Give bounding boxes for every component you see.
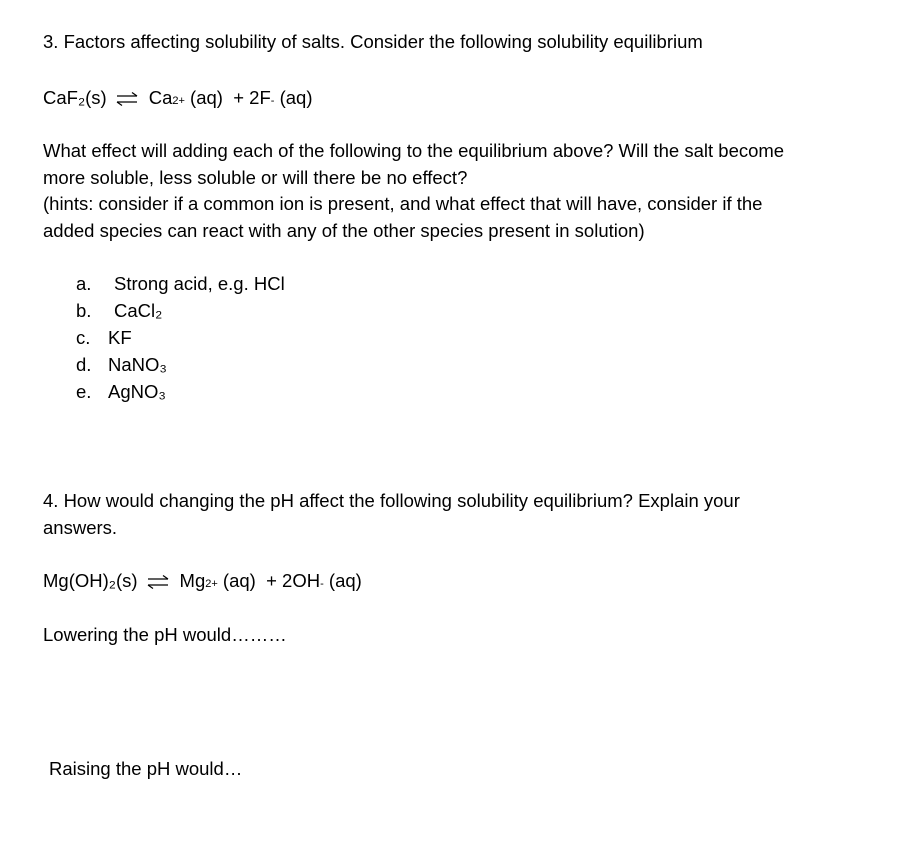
list-text: KF bbox=[108, 327, 132, 348]
equation-cation-state: (aq) bbox=[190, 87, 223, 108]
question-3-text bbox=[43, 138, 883, 244]
list-text: NaNO₃ bbox=[108, 354, 167, 375]
hint-line-1: (hints: consider if a common ion is present, and what effect that will have, consider if the bbox=[43, 193, 763, 214]
lowering-ph-prompt: Lowering the pH would……… bbox=[43, 624, 287, 645]
equation-anion-state: (aq) bbox=[279, 87, 313, 108]
list-letter: a. bbox=[76, 273, 92, 294]
equation-cation-charge: 2+ bbox=[172, 95, 185, 107]
equation-cation-state: (aq) bbox=[222, 570, 256, 591]
equation-anion-charge: - bbox=[320, 578, 324, 590]
equation-reactant: CaF₂(s) bbox=[43, 87, 107, 108]
equation-cation: Mg bbox=[179, 570, 206, 591]
equation-anion: + 2OH bbox=[266, 570, 321, 591]
equation-reactant: Mg(OH)₂(s) bbox=[43, 570, 138, 591]
equation-anion-charge: - bbox=[270, 95, 275, 107]
list-text: AgNO₃ bbox=[108, 381, 166, 402]
raising-ph-prompt: Raising the pH would… bbox=[49, 758, 243, 779]
question-3-line-2: more soluble, less soluble or will there be no effect? bbox=[43, 166, 468, 188]
list-item-d bbox=[76, 354, 167, 376]
list-letter: e. bbox=[76, 381, 92, 402]
equation-mgoh2 bbox=[43, 570, 362, 592]
question-3-line-1: What effect will adding each of the following to the equilibrium above? Will the salt become bbox=[43, 140, 785, 161]
question-3-heading: 3. Factors affecting solubility of salts. Consider the following solubility equilibrium bbox=[43, 31, 703, 52]
list-item-b bbox=[76, 300, 162, 322]
equilibrium-arrow-icon bbox=[115, 92, 141, 106]
question-4-line-2: answers. bbox=[43, 516, 118, 538]
list-item-a bbox=[76, 273, 285, 295]
list-text: Strong acid, e.g. HCl bbox=[114, 273, 285, 294]
list-letter: d. bbox=[76, 354, 92, 375]
equation-cation: Ca bbox=[148, 87, 173, 108]
list-item-e bbox=[76, 381, 166, 403]
list-item-c bbox=[76, 327, 132, 349]
equilibrium-arrow-icon bbox=[146, 575, 172, 589]
equation-anion: + 2F bbox=[233, 87, 271, 108]
hint-line-2: added species can react with any of the other species present in solution) bbox=[43, 219, 645, 241]
list-letter: c. bbox=[76, 327, 91, 348]
question-4-heading bbox=[43, 488, 883, 541]
list-text: CaCl₂ bbox=[114, 300, 163, 321]
equation-cation-charge: 2+ bbox=[205, 578, 218, 590]
list-letter: b. bbox=[76, 300, 92, 321]
question-4-line-1: 4. How would changing the pH affect the following solubility equilibrium? Explain your bbox=[43, 490, 740, 511]
equation-caf2 bbox=[43, 87, 313, 109]
equation-anion-state: (aq) bbox=[328, 570, 362, 591]
